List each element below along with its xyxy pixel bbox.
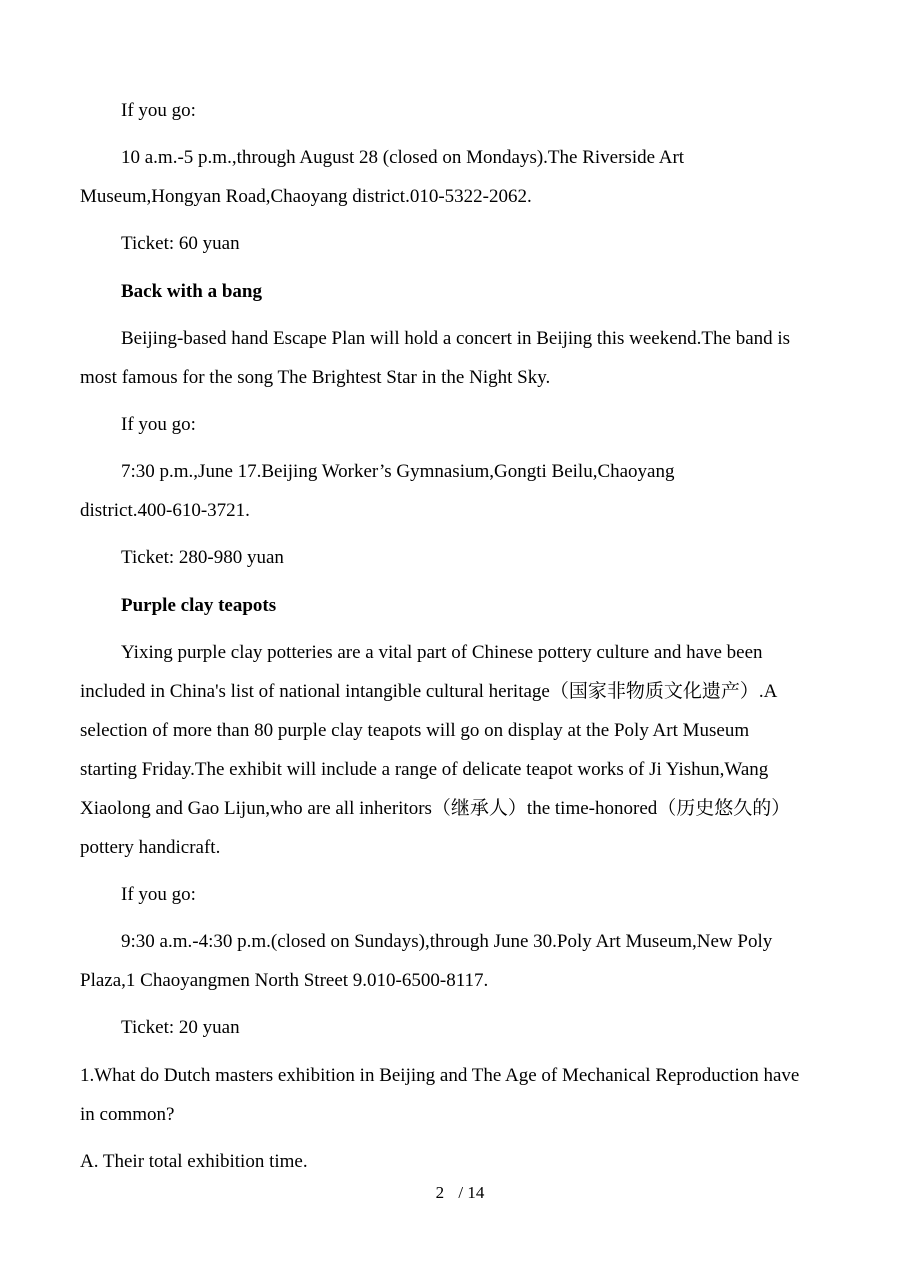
total-pages: 14 <box>467 1183 485 1202</box>
event-details-line: 10 a.m.-5 p.m.,through August 28 (closed on Mondays).The Riverside Art <box>121 147 685 168</box>
section-heading: Purple clay teapots <box>121 595 277 616</box>
body-text-line: most famous for the song The Brightest Star in the Night Sky. <box>80 367 551 388</box>
page-footer <box>0 1182 920 1204</box>
if-you-go-label: If you go: <box>121 414 196 435</box>
if-you-go-label: If you go: <box>121 884 196 905</box>
ticket-price: Ticket: 60 yuan <box>121 233 240 254</box>
body-text-line: included in China's list of national intangible cultural heritage（国家非物质文化遗产）.A <box>80 681 778 702</box>
question-text: in common? <box>80 1104 175 1125</box>
body-text-line: selection of more than 80 purple clay teapots will go on display at the Poly Art Museum <box>80 720 750 741</box>
section-heading: Back with a bang <box>121 281 262 302</box>
if-you-go-label: If you go: <box>121 100 196 121</box>
body-text-line: pottery handicraft. <box>80 837 221 858</box>
body-text-line: starting Friday.The exhibit will include a range of delicate teapot works of Ji Yishun,Wang <box>80 759 769 780</box>
body-text-line: Xiaolong and Gao Lijun,who are all inheritors（继承人）the time-honored（历史悠久的） <box>80 798 791 819</box>
question-text: 1.What do Dutch masters exhibition in Beijing and The Age of Mechanical Reproduction have <box>80 1065 800 1086</box>
event-details-line: district.400-610-3721. <box>80 500 250 521</box>
event-details-line: Plaza,1 Chaoyangmen North Street 9.010-6500-8117. <box>80 970 489 991</box>
ticket-price: Ticket: 20 yuan <box>121 1017 240 1038</box>
body-text-line: Beijing-based hand Escape Plan will hold a concert in Beijing this weekend.The band is <box>121 328 791 349</box>
page-separator: / <box>458 1183 464 1202</box>
ticket-price: Ticket: 280-980 yuan <box>121 547 284 568</box>
page-number: 2 <box>435 1183 445 1202</box>
body-text-line: Yixing purple clay potteries are a vital part of Chinese pottery culture and have been <box>121 642 763 663</box>
event-details-line: Museum,Hongyan Road,Chaoyang district.010-5322-2062. <box>80 186 532 207</box>
event-details-line: 9:30 a.m.-4:30 p.m.(closed on Sundays),through June 30.Poly Art Museum,New Poly <box>121 931 773 952</box>
answer-option: A. Their total exhibition time. <box>80 1151 308 1172</box>
event-details-line: 7:30 p.m.,June 17.Beijing Worker’s Gymnasium,Gongti Beilu,Chaoyang <box>121 461 675 482</box>
